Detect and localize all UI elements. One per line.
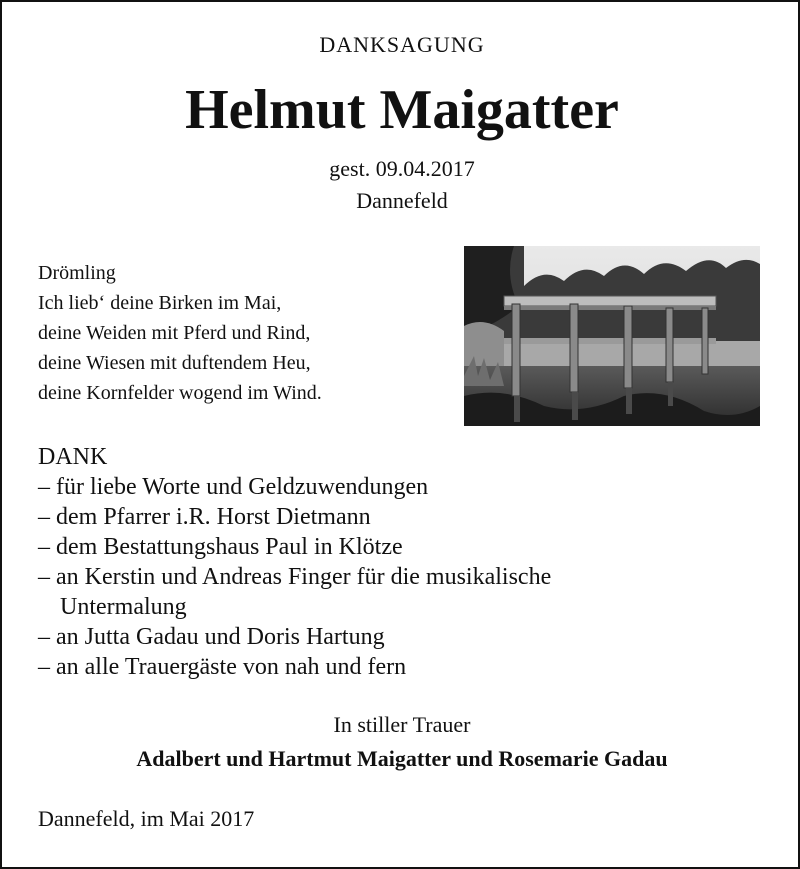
thanks-item: – dem Pfarrer i.R. Horst Dietmann (38, 504, 371, 530)
hometown: Dannefeld (356, 188, 448, 213)
mourning-intro: In stiller Trauer (333, 712, 471, 737)
death-date: gest. 09.04.2017 (329, 156, 475, 181)
thanks-item: – an alle Trauergäste von nah und fern (38, 654, 407, 680)
thanks-item: – für liebe Worte und Geldzuwendungen (38, 474, 429, 500)
thanks-item: – an Jutta Gadau und Doris Hartung (38, 624, 385, 650)
thanks-title: DANK (38, 444, 108, 470)
poem-line: deine Wiesen mit duftendem Heu, (38, 352, 311, 374)
poem-title: Drömling (38, 262, 116, 284)
thanks-section (38, 442, 551, 682)
thanks-item-continuation: Untermalung (60, 594, 187, 620)
thanks-item: – an Kerstin und Andreas Finger für die musikalische (38, 564, 552, 590)
poem-line: deine Kornfelder wogend im Wind. (38, 382, 322, 404)
thanks-item: – dem Bestattungshaus Paul in Klötze (38, 534, 403, 560)
place-and-date: Dannefeld, im Mai 2017 (38, 806, 255, 831)
mourners-names: Adalbert und Hartmut Maigatter und Rosemarie Gadau (136, 746, 668, 771)
bridge-photo (464, 246, 760, 426)
poem-line: Ich lieb‘ deine Birken im Mai, (38, 292, 282, 314)
notice-heading: DANKSAGUNG (319, 32, 485, 57)
deceased-name: Helmut Maigatter (185, 79, 619, 141)
poem-line: deine Weiden mit Pferd und Rind, (38, 322, 311, 344)
poem (38, 258, 322, 408)
